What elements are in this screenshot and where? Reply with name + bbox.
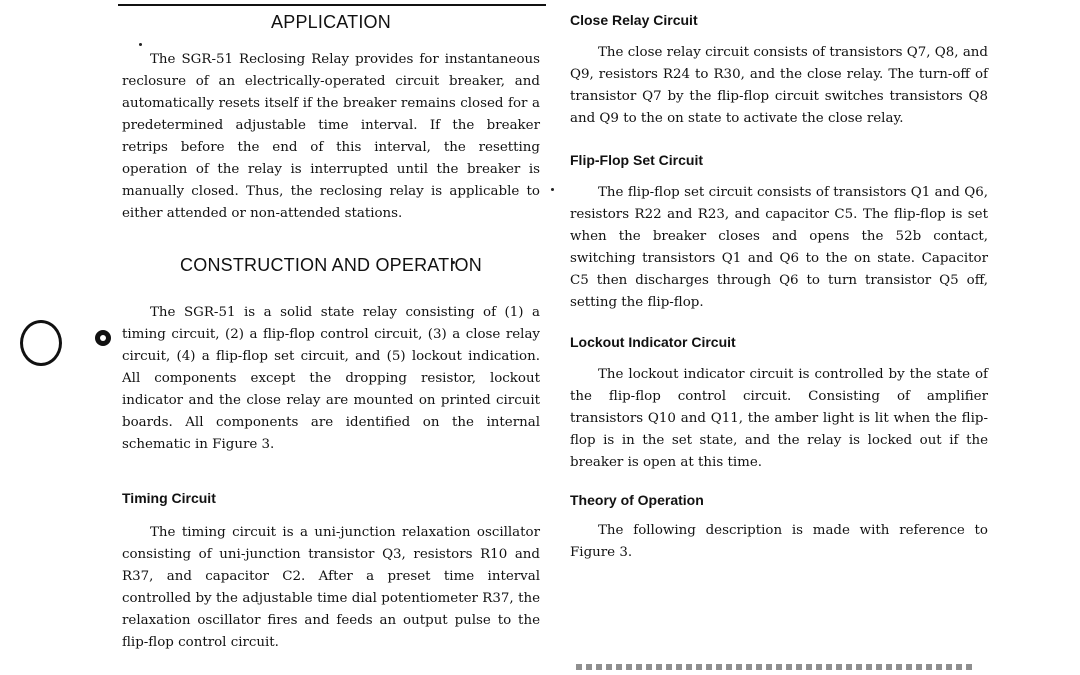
construction-paragraph: The SGR-51 is a solid state relay consisting of (1) a timing circuit, (2) a flip-flop control circuit, (3) a close relay circuit, (4) a flip-flop set circuit, and (5) lockout indication. All components except the dropping resistor, lockout indicator and the close relay are mounted on printed circuit boards. All components are identified on the internal schematic in Figure 3. xyxy=(122,305,540,452)
close-relay-paragraph: The close relay circuit consists of transistors Q7, Q8, and Q9, resistors R24 to R30, and the close relay. The turn-off of transistor Q7 by the flip-flop circuit switches transistors Q8 and Q9 to the on state to activate the close relay. xyxy=(570,45,988,126)
top-rule xyxy=(118,4,546,6)
application-heading: APPLICATION xyxy=(271,12,391,32)
theory-of-operation-paragraph: The following description is made with reference to Figure 3. xyxy=(570,523,988,560)
bullet-mark xyxy=(95,330,111,346)
timing-circuit-heading: Timing Circuit xyxy=(122,490,216,506)
right-column xyxy=(570,10,988,564)
left-column xyxy=(122,10,540,654)
cutoff-text-line xyxy=(576,664,976,670)
binder-hole xyxy=(20,320,62,366)
application-paragraph: The SGR-51 Reclosing Relay provides for instantaneous reclosure of an electrically-operated circuit breaker, and automatically resets itself if the breaker remains closed for a predetermined adjustable time interval. If the breaker retrips before the end of this interval, the resetting operation of the relay is interrupted until the breaker is manually closed. Thus, the reclosing relay is applicable to either attended or non-attended stations. xyxy=(122,52,540,221)
lockout-indicator-paragraph: The lockout indicator circuit is controlled by the state of the flip-flop control circuit. Consisting of amplifier transistors Q10 and Q11, the amber light is lit when the flip-flop is in the set state, and the relay is locked out if the breaker is open at this time. xyxy=(570,367,988,470)
scan-speck xyxy=(551,188,554,191)
theory-of-operation-heading: Theory of Operation xyxy=(570,492,704,508)
flip-flop-set-paragraph: The flip-flop set circuit consists of transistors Q1 and Q6, resistors R22 and R23, and capacitor C5. The flip-flop is set when the breaker closes and opens the 52b contact, switching transistors Q1 and Q6 to the on state. Capacitor C5 then discharges through Q6 to turn transistor Q5 off, setting the flip-flop. xyxy=(570,185,988,310)
construction-heading: CONSTRUCTION AND OPERATION xyxy=(180,255,482,275)
lockout-indicator-heading: Lockout Indicator Circuit xyxy=(570,334,736,350)
close-relay-heading: Close Relay Circuit xyxy=(570,12,698,28)
timing-circuit-paragraph: The timing circuit is a uni-junction relaxation oscillator consisting of uni-junction transistor Q3, resistors R10 and R37, and capacitor C2. After a preset time interval controlled by the adjustable time dial potentiometer R37, the relaxation oscillator fires and feeds an output pulse to the flip-flop control circuit. xyxy=(122,525,540,650)
flip-flop-set-heading: Flip-Flop Set Circuit xyxy=(570,152,703,168)
